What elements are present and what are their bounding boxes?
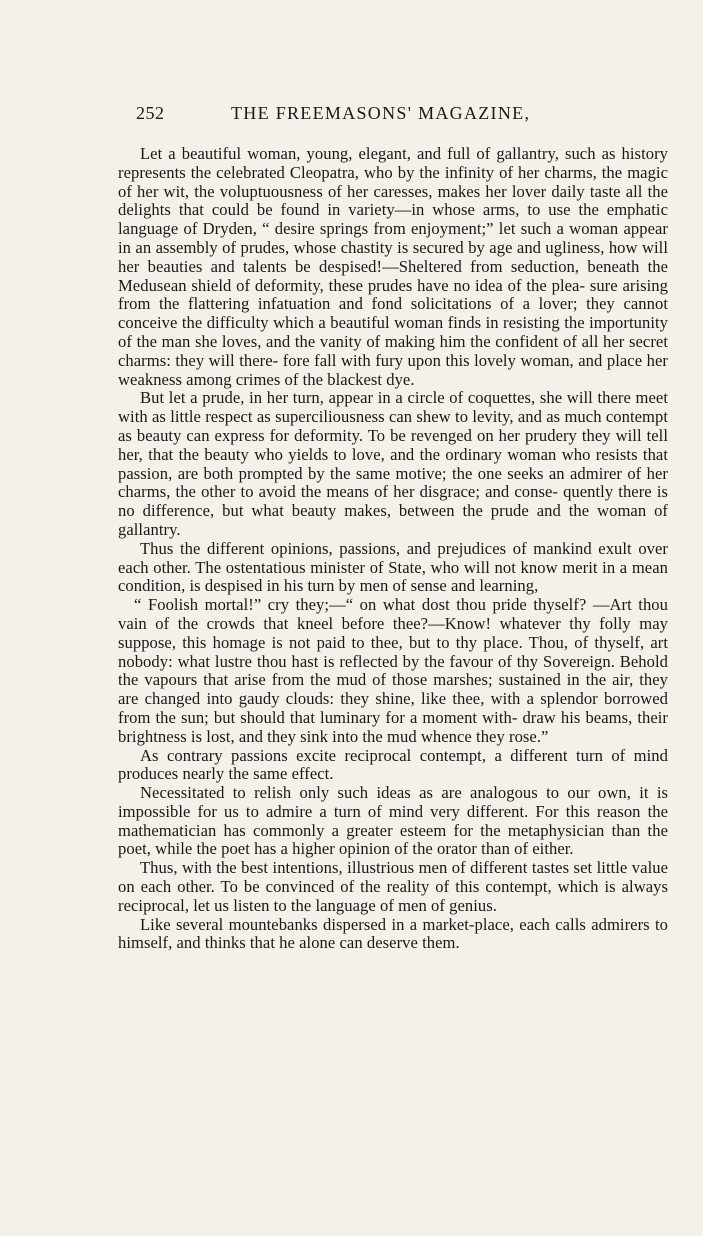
body-paragraph-5: As contrary passions excite reciprocal contempt, a different turn of mind produces nearly the same effect. bbox=[118, 745, 668, 784]
page-number: 252 bbox=[136, 103, 165, 123]
body-paragraph-2: But let a prude, in her turn, appear in a circle of coquettes, she will there meet with as little respect as superciliousness can shew to levity, and as much contempt as beauty can express for deformity. To be revenged on her prudery they will tell her, that the beauty who yields to love, and the ordinary woman who resists that passion, are both prompted by the same motive; the one seeks an admirer of her charms, the other to avoid the means of her disgrace; and conse- quently there is no difference, but what beauty makes, between the prude and the woman of gallantry. bbox=[118, 388, 668, 539]
running-title: THE FREEMASONS' MAGAZINE, bbox=[231, 103, 531, 123]
body-paragraph-7: Thus, with the best intentions, illustrious men of different tastes set little value on each other. To be convinced of the reality of this contempt, which is always reciprocal, let us listen to the language of men of genius. bbox=[118, 858, 668, 915]
article-body bbox=[118, 145, 668, 953]
body-paragraph-1: Let a beautiful woman, young, elegant, and full of gallantry, such as history represents the celebrated Cleopatra, who by the infinity of her charms, the magic of her wit, the voluptuousness of her caresses, makes her lover daily taste all the delights that could be found in variety—in whose arms, to use the emphatic language of Dryden, “ desire springs from enjoyment;” let such a woman appear in an assembly of prudes, whose chastity is secured by age and ugliness, how will her beauties and talents be despised!—Sheltered from seduction, beneath the Medusean shield of deformity, these prudes have no idea of the plea- sure arising from the flattering infatuation and fond solicitations of a lover; they cannot conceive the difficulty which a beautiful woman finds in resisting the importunity of the man she loves, and the vanity of making him the confident of all her secret charms: they will there- fore fall with fury upon this lovely woman, and place her weakness among crimes of the blackest dye. bbox=[118, 144, 668, 389]
page-header bbox=[136, 103, 591, 131]
quoted-address-paragraph: “ Foolish mortal!” cry they;—“ on what dost thou pride thyself? —Art thou vain of the crowds that kneel before thee?—Know! whatever thy folly may suppose, this homage is not paid to thee, but to thy place. Thou, of thyself, art nobody: what lustre thou hast is reflected by the favour of thy Sovereign. Behold the vapours that arise from the mud of those marshes; sustained in the air, they are changed into gaudy clouds: they shine, like thee, with a splendor borrowed from the sun; but should that luminary for a moment with- draw his beams, their brightness is lost, and they sink into the mud whence they rose.” bbox=[118, 595, 668, 746]
body-paragraph-6: Necessitated to relish only such ideas as are analogous to our own, it is impossible for us to admire a turn of mind very different. For this reason the mathematician has commonly a greater esteem for the metaphysician than the poet, while the poet has a higher opinion of the orator than of either. bbox=[118, 783, 668, 859]
body-paragraph-3: Thus the different opinions, passions, and prejudices of mankind exult over each other. The ostentatious minister of State, who will not know merit in a mean condition, is despised in his turn by men of sense and learning, bbox=[118, 538, 668, 596]
body-paragraph-8: Like several mountebanks dispersed in a market-place, each calls admirers to himself, and thinks that he alone can deserve them. bbox=[118, 914, 668, 953]
